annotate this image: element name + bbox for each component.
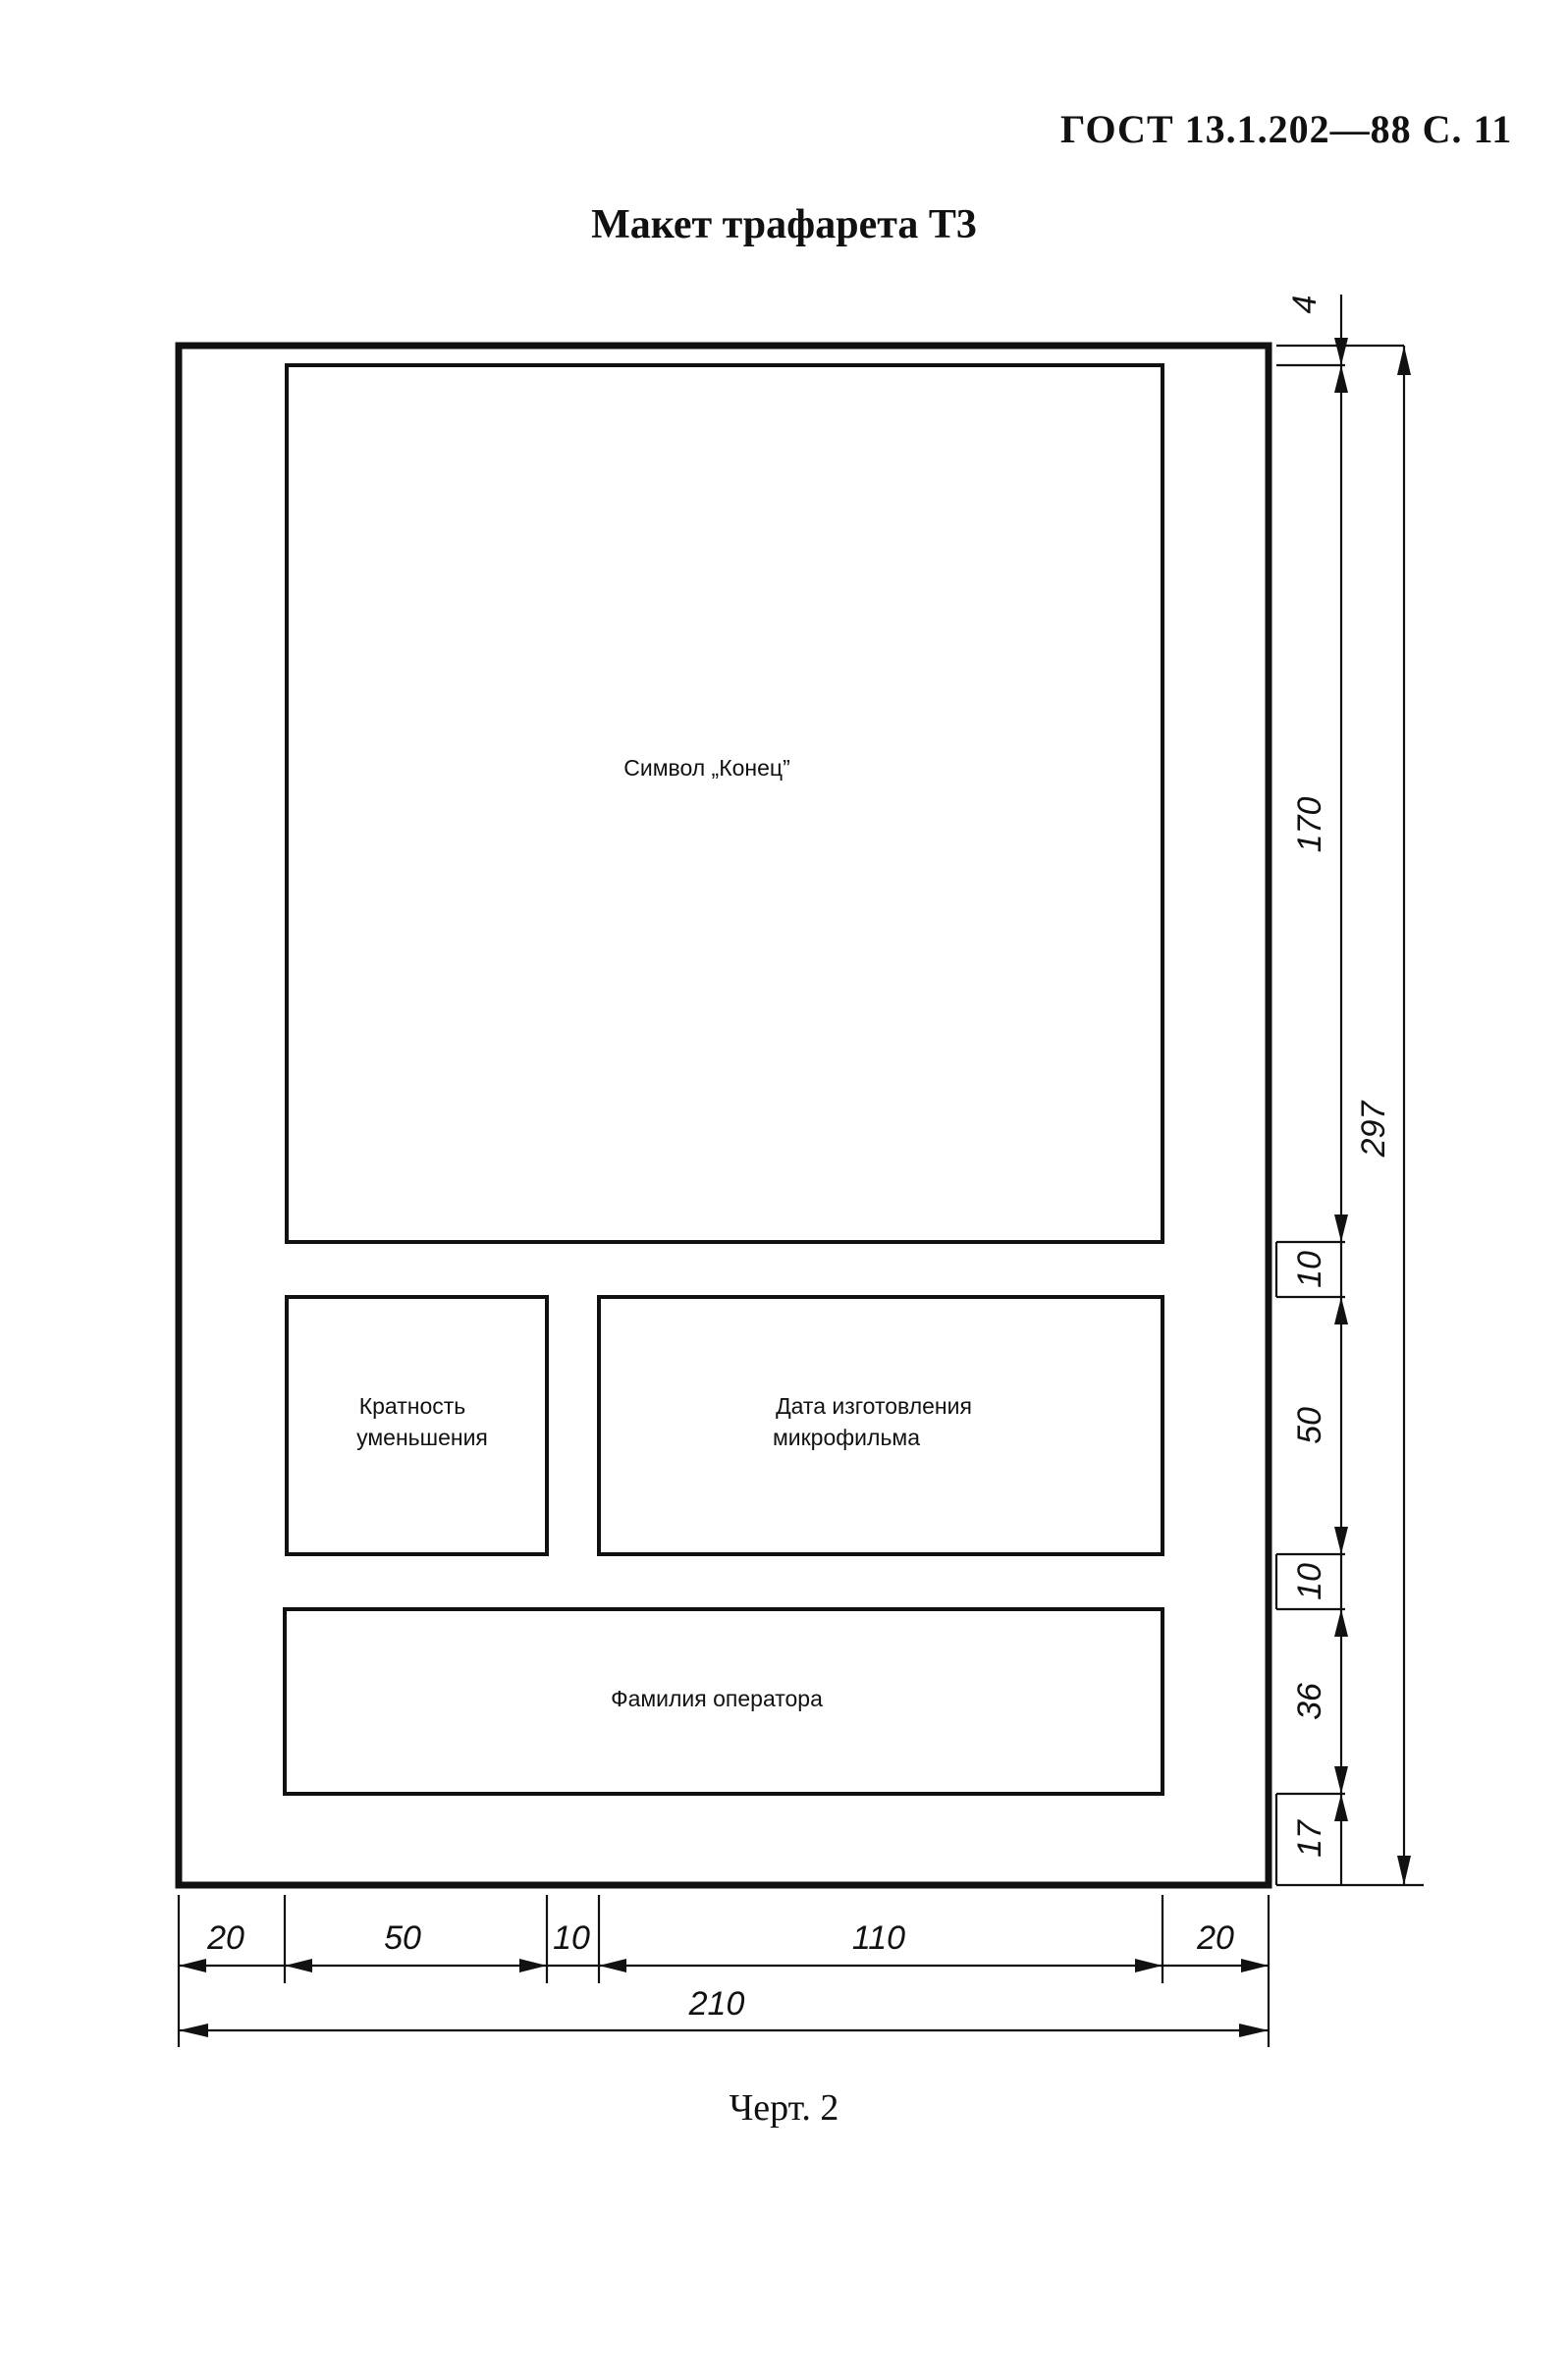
horizontal-dimensions <box>179 1895 1269 2047</box>
dim-v-297: 297 <box>1355 1101 1392 1158</box>
page-header: ГОСТ 13.1.202—88 С. 11 <box>1060 107 1513 151</box>
dim-h-110: 110 <box>851 1919 906 1957</box>
dim-h-210: 210 <box>688 1985 745 2023</box>
reduction-label-line2: уменьшения <box>356 1425 488 1450</box>
dim-v-170: 170 <box>1291 796 1328 853</box>
operator-label: Фамилия оператора <box>611 1686 823 1711</box>
drawing-title: Макет трафарета Т3 <box>591 202 977 247</box>
reduction-label-line1: Кратность <box>358 1393 466 1419</box>
end-symbol-label: Символ „Конец” <box>623 755 790 781</box>
dim-h-50: 50 <box>384 1919 421 1957</box>
sheet-frame <box>179 346 1269 1885</box>
figure-caption: Черт. 2 <box>729 2087 839 2129</box>
dim-v-17: 17 <box>1291 1820 1328 1858</box>
dim-v-4: 4 <box>1286 295 1324 314</box>
dim-v-10a: 10 <box>1291 1251 1328 1288</box>
dim-v-10b: 10 <box>1291 1563 1328 1600</box>
date-label-line1: Дата изготовления <box>776 1393 972 1419</box>
date-label-line2: микрофильма <box>772 1425 921 1450</box>
dim-h-20b: 20 <box>1197 1919 1234 1957</box>
dim-v-50: 50 <box>1291 1407 1328 1444</box>
dim-v-36: 36 <box>1291 1683 1328 1720</box>
dim-h-20a: 20 <box>207 1919 244 1957</box>
end-symbol-box <box>287 365 1162 1242</box>
dim-h-10: 10 <box>553 1919 590 1957</box>
vertical-dimensions <box>1276 295 1424 1885</box>
